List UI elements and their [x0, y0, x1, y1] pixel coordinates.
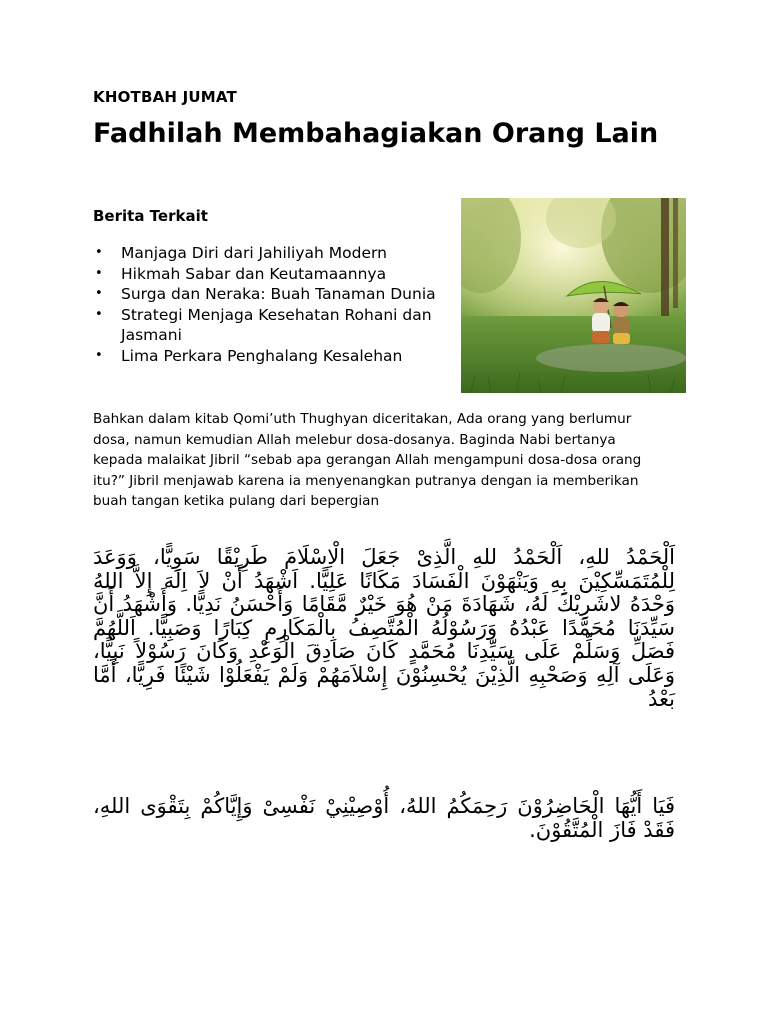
children-umbrella-illustration: [461, 198, 686, 393]
related-news-heading: Berita Terkait: [93, 207, 208, 225]
arabic-advice-paragraph: فَيَا أَيُّهَا الْحَاضِرُوْنَ رَحِمَكُمُ اللهُ، أُوْصِيْنِيْ نَفْسِىْ وَإِيَّاكُمْ بِتَقْوَى اللهِ، فَقَدْ فَازَ الْمُتَّقُوْنَ.: [93, 794, 675, 842]
list-item: [93, 305, 453, 346]
related-link-1[interactable]: Manjaga Diri dari Jahiliyah Modern: [121, 244, 387, 262]
page-title: Fadhilah Membahagiakan Orang Lain: [93, 118, 659, 149]
list-item: [93, 284, 453, 305]
section-kicker: KHOTBAH JUMAT: [93, 88, 237, 106]
related-link-2[interactable]: Hikmah Sabar dan Keutamaannya: [121, 264, 387, 283]
article-paragraph: Bahkan dalam kitab Qomi’uth Thughyan diceritakan, Ada orang yang berlumur dosa, namun kemudian Allah melebur dosa-dosanya. Baginda Nabi bertanya kepada malaikat Jibril “sebab apa gerangan Allah mengampuni dosa-dosa orang itu?” Jibril menjawab karena ia menyenangkan putranya dengan ia memberikan buah tangan ketika pulang dari bepergian: [93, 411, 642, 509]
related-link-4[interactable]: Strategi Menjaga Kesehatan Rohani dan Jasmani: [121, 305, 432, 344]
list-item: [93, 346, 453, 367]
list-item: [93, 264, 453, 285]
article-photo: [461, 198, 686, 393]
related-link-3[interactable]: Surga dan Neraka: Buah Tanaman Dunia: [121, 285, 436, 303]
arabic-opening-prayer: اَلْحَمْدُ للهِ، اَلْحَمْدُ للهِ الَّذِىْ جَعَلَ الْاِسْلَامَ طَرِيْقًا سَوِيًّا، وَوَعَدَ لِلْمُتَمَسِّكِيْنَ بِهِ وَيَنْهَوْنَ الْفَسَادَ مَكَانًا عَلِيًّا. اَشْهَدُ أَنْ لاَ اِلَهَ إِلاَّ اللهُ وَحْدَهُ لاشَرِيْكَ لَهُ، شَهَادَةَ مَنْ هُوَ خَيْرٌ مَّقَامًا وَأَحْسَنُ نَدِيًّا. وَأَشْهَدُ أَنَّ سَيِّدَنَا مُحَمَّدًا عَبْدُهُ وَرَسُوْلُهُ الْمُتَّصِفُ بِالْمَكَارِمِ كِبَارًا وَصَبِيًّا. اَللَّهُمَّ فَصَلِّ وَسَلِّمْ عَلَى سَيِّدِنَا مُحَمَّدٍ كَانَ صَادِقَ الْوَعْدِ وَكَانَ رَسُوْلاً نَبِيًّا، وَعَلَى آلِهِ وَصَحْبِهِ الَّذِيْنَ يُحْسِنُوْنَ إِسْلاَمَهُمْ وَلَمْ يَفْعَلُوْا شَيْئًا فَرِيًّا، أَمَّا بَعْدُ: [93, 545, 675, 711]
list-item: [93, 243, 453, 264]
related-news-list: [93, 243, 453, 366]
related-link-5[interactable]: Lima Perkara Penghalang Kesalehan: [121, 346, 403, 365]
